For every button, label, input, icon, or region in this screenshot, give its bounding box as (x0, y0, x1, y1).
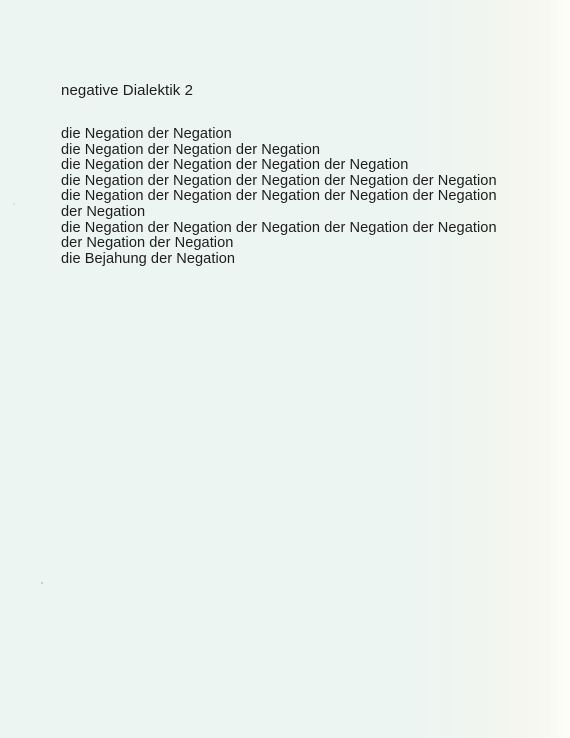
page-edge-shading (548, 0, 570, 738)
poem-line-7: die Negation der Negation der Negation der Negation der Negation (61, 219, 497, 236)
poem-line-5: die Negation der Negation der Negation der Negation der Negation (61, 188, 497, 205)
paper-speck (13, 203, 15, 205)
poem-body (61, 127, 551, 267)
poem-line-1: die Negation der Negation (61, 126, 232, 142)
poem-line-3: die Negation der Negation der Negation der Negation (61, 157, 409, 174)
poem-line-2: die Negation der Negation der Negation (61, 141, 321, 158)
paper-speck (41, 582, 43, 584)
page-title: negative Dialektik 2 (61, 82, 194, 99)
poem-line-4: die Negation der Negation der Negation der Negation der Negation (61, 172, 497, 189)
poem-line-8: der Negation der Negation (61, 235, 234, 252)
poem-line-9: die Bejahung der Negation (61, 250, 236, 267)
poem-line-6: der Negation (61, 203, 146, 220)
